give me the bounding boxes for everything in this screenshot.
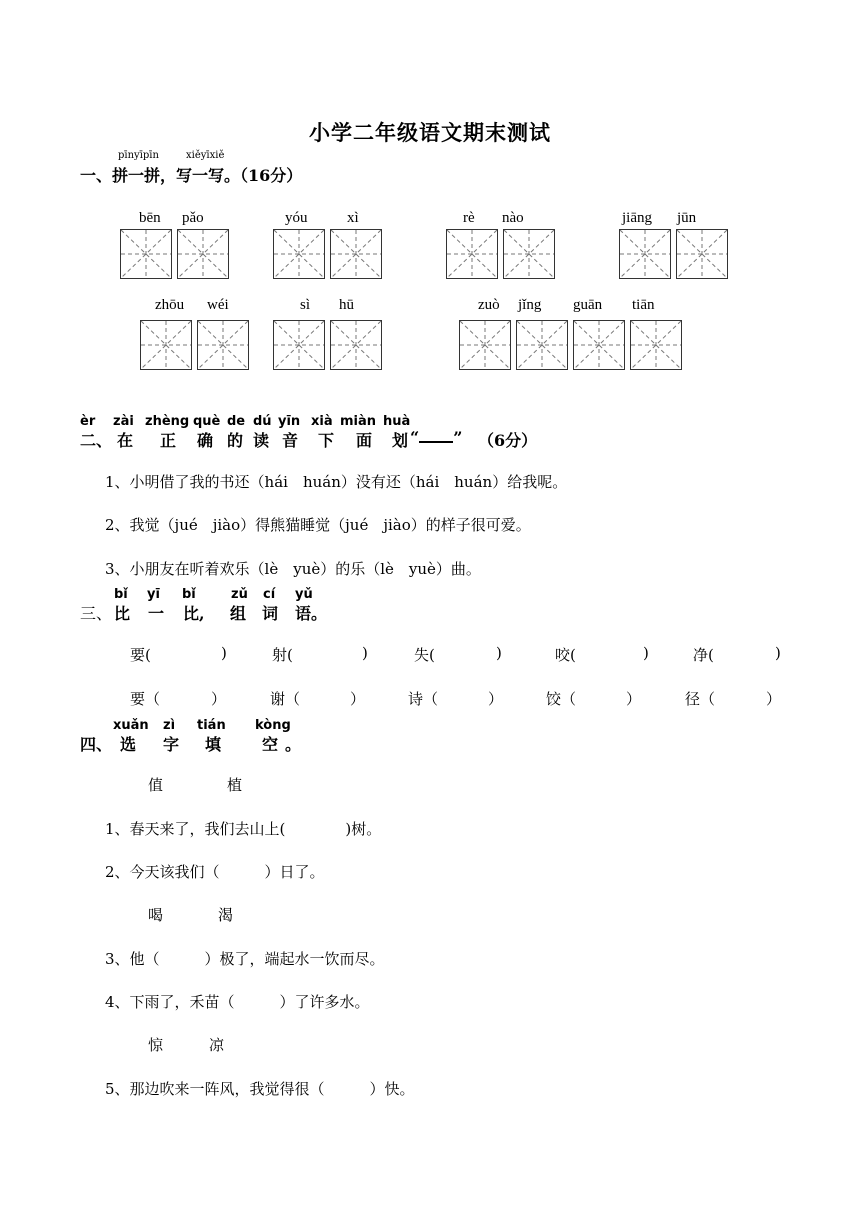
grid-guide-lines	[178, 230, 228, 278]
grid-guide-lines	[574, 321, 624, 369]
question-line: 2、我觉（jué jiào）得熊猫睡觉（jué jiào）的样子很可爱。	[105, 516, 531, 534]
heading-char: 面	[356, 431, 373, 450]
pinyin-label: jǐng	[518, 297, 542, 313]
grid-guide-lines	[141, 321, 191, 369]
writing-grid-box[interactable]	[330, 320, 382, 370]
writing-grid-box[interactable]	[177, 229, 229, 279]
grid-guide-lines	[504, 230, 554, 278]
pinyin-label: xià	[311, 414, 333, 429]
heading-char: 一	[148, 604, 165, 623]
pinyin-label: tián	[197, 718, 226, 733]
option-char: 惊	[148, 1036, 164, 1054]
writing-grid-box[interactable]	[459, 320, 511, 370]
word-blank-open: 谢（	[270, 690, 301, 708]
question-line: 4、下雨了，禾苗（ ）了许多水。	[105, 993, 370, 1011]
writing-grid-box[interactable]	[573, 320, 625, 370]
word-blank-open: 失(	[414, 646, 435, 664]
writing-grid-box[interactable]	[516, 320, 568, 370]
heading-char: 下	[318, 431, 335, 450]
writing-grid-box[interactable]	[503, 229, 555, 279]
word-blank-close: ）	[350, 690, 366, 708]
grid-guide-lines	[620, 230, 670, 278]
writing-grid-box[interactable]	[619, 229, 671, 279]
pinyin-label: bǐ	[114, 587, 128, 602]
grid-guide-lines	[517, 321, 567, 369]
option-char: 凉	[209, 1036, 225, 1054]
underline-symbol: “ ”	[410, 428, 463, 447]
question-line: 3、他（ ）极了，端起水一饮而尽。	[105, 950, 385, 968]
heading-char: 比,	[183, 604, 205, 623]
option-char: 值	[148, 776, 164, 794]
writing-grid-box[interactable]	[676, 229, 728, 279]
section1-pinyin-hint-2: xiěyīxiě	[186, 150, 225, 161]
grid-guide-lines	[274, 230, 324, 278]
pinyin-label: kòng	[255, 718, 291, 733]
writing-grid-box[interactable]	[330, 229, 382, 279]
grid-guide-lines	[447, 230, 497, 278]
word-blank-close: )	[221, 644, 227, 662]
section2-heading-number: 二、	[80, 431, 113, 450]
heading-char: 组	[230, 604, 247, 623]
heading-char: 正	[160, 431, 177, 450]
writing-grid-box[interactable]	[197, 320, 249, 370]
grid-guide-lines	[460, 321, 510, 369]
word-blank-close: )	[775, 644, 781, 662]
word-blank-open: 净(	[693, 646, 714, 664]
heading-char: 空	[262, 735, 279, 754]
option-char: 植	[227, 776, 243, 794]
grid-guide-lines	[198, 321, 248, 369]
pinyin-label: miàn	[340, 414, 377, 429]
pinyin-label: bēn	[139, 210, 161, 226]
word-blank-open: 径（	[685, 690, 716, 708]
word-blank-close: )	[362, 644, 368, 662]
pinyin-label: hū	[339, 297, 354, 313]
heading-char: 确	[197, 431, 214, 450]
pinyin-label: zài	[113, 414, 134, 429]
question-line: 1、春天来了，我们去山上( )树。	[105, 820, 382, 838]
pinyin-label: jiāng	[622, 210, 652, 226]
pinyin-label: yóu	[285, 210, 308, 226]
pinyin-label: zǔ	[231, 587, 248, 602]
pinyin-label: zuò	[478, 297, 500, 313]
heading-char: 填	[205, 735, 222, 754]
writing-grid-box[interactable]	[120, 229, 172, 279]
question-line: 1、小明借了我的书还（hái huán）没有还（hái huán）给我呢。	[105, 473, 568, 491]
grid-guide-lines	[121, 230, 171, 278]
option-char: 渴	[218, 906, 234, 924]
word-blank-close: )	[643, 644, 649, 662]
word-blank-open: 射(	[272, 646, 293, 664]
heading-char: 的	[227, 431, 244, 450]
grid-guide-lines	[274, 321, 324, 369]
grid-guide-lines	[631, 321, 681, 369]
heading-char: 在	[117, 431, 134, 450]
section1-heading: 一、拼一拼，写一写。（16分）	[80, 166, 303, 185]
word-blank-open: 咬(	[555, 646, 576, 664]
heading-char: 词	[262, 604, 279, 623]
section2-score: （6分）	[478, 431, 538, 450]
section1-pinyin-hint-1: pīnyīpīn	[118, 150, 159, 161]
pinyin-label: huà	[383, 414, 411, 429]
section3-heading-number: 三、	[80, 604, 113, 623]
writing-grid-box[interactable]	[630, 320, 682, 370]
word-blank-close: )	[496, 644, 502, 662]
writing-grid-box[interactable]	[446, 229, 498, 279]
pinyin-label: yīn	[278, 414, 301, 429]
pinyin-label: sì	[300, 297, 311, 313]
pinyin-label: nào	[502, 210, 524, 226]
writing-grid-box[interactable]	[273, 320, 325, 370]
word-blank-close: ）	[626, 690, 642, 708]
writing-grid-box[interactable]	[140, 320, 192, 370]
word-blank-open: 饺（	[546, 690, 577, 708]
pinyin-label: wéi	[207, 297, 229, 313]
pinyin-label: de	[227, 414, 246, 429]
word-blank-open: 要(	[130, 646, 151, 664]
question-line: 2、今天该我们（ ）日了。	[105, 863, 325, 881]
pinyin-label: zhèng	[145, 414, 190, 429]
pinyin-label: yī	[147, 587, 160, 602]
pinyin-label: dú	[253, 414, 272, 429]
word-blank-close: ）	[766, 690, 782, 708]
question-line: 5、那边吹来一阵风，我觉得很（ ）快。	[105, 1080, 415, 1098]
pinyin-label: guān	[573, 297, 603, 313]
option-char: 喝	[148, 906, 164, 924]
word-blank-open: 要（	[130, 690, 161, 708]
heading-char: 比	[114, 604, 131, 623]
page-title: 小学二年级语文期末测试	[309, 120, 551, 145]
pinyin-label: bǐ	[182, 587, 196, 602]
pinyin-label: yǔ	[295, 587, 313, 602]
grid-guide-lines	[331, 230, 381, 278]
pinyin-label: xuǎn	[113, 718, 149, 733]
heading-char: 字	[163, 735, 180, 754]
word-blank-close: ）	[211, 690, 227, 708]
word-blank-open: 诗（	[408, 690, 439, 708]
question-line: 3、小朋友在听着欢乐（lè yuè）的乐（lè yuè）曲。	[105, 560, 481, 578]
pinyin-label: zhōu	[155, 297, 185, 313]
writing-grid-box[interactable]	[273, 229, 325, 279]
section4-heading-number: 四、	[80, 735, 113, 754]
underline-mark	[419, 428, 453, 443]
heading-char: 语。	[295, 604, 328, 623]
pinyin-label: zì	[163, 718, 176, 733]
pinyin-label: jūn	[677, 210, 697, 226]
pinyin-label: què	[193, 414, 221, 429]
grid-guide-lines	[331, 321, 381, 369]
pinyin-label: xì	[347, 210, 359, 226]
pinyin-label: cí	[263, 587, 276, 602]
heading-char: 选	[120, 735, 137, 754]
heading-char: 音	[282, 431, 299, 450]
pinyin-label: rè	[463, 210, 475, 226]
grid-guide-lines	[677, 230, 727, 278]
heading-char: 。	[285, 735, 302, 754]
heading-char: 划	[392, 431, 409, 450]
pinyin-label: èr	[80, 414, 96, 429]
pinyin-label: pǎo	[182, 210, 204, 226]
pinyin-label: tiān	[632, 297, 655, 313]
heading-char: 读	[253, 431, 270, 450]
word-blank-close: ）	[488, 690, 504, 708]
